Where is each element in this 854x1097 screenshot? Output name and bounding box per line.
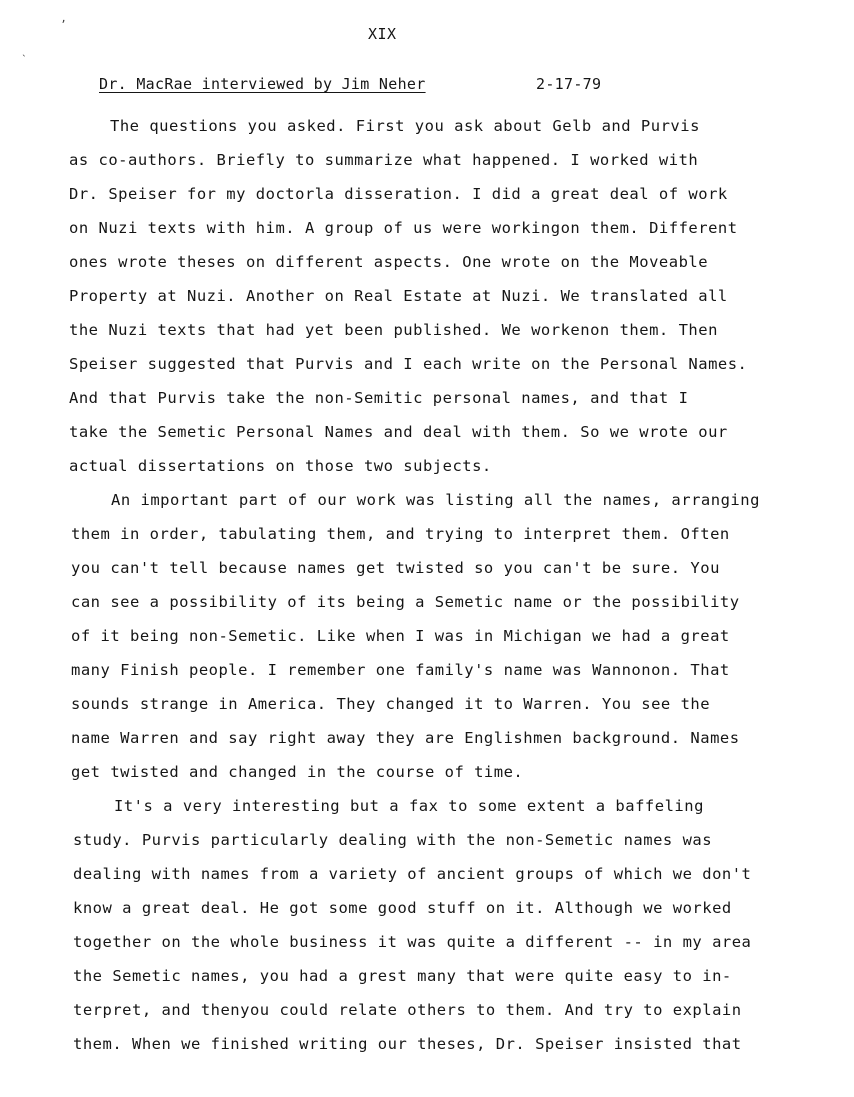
text-line: know a great deal. He got some good stuff on it. Although we worked: [73, 899, 732, 917]
text-line: The questions you asked. First you ask about Gelb and Purvis: [110, 117, 700, 135]
text-line: It's a very interesting but a fax to some extent a baffeling: [114, 797, 704, 815]
text-line: the Semetic names, you had a grest many that were quite easy to in-: [73, 967, 732, 985]
text-line: study. Purvis particularly dealing with the non-Semetic names was: [73, 831, 713, 849]
text-line: terpret, and thenyou could relate others to them. And try to explain: [73, 1001, 742, 1019]
document-heading: Dr. MacRae interviewed by Jim Neher: [99, 75, 426, 93]
text-line: And that Purvis take the non-Semitic personal names, and that I: [69, 389, 689, 407]
text-line: as co-authors. Briefly to summarize what happened. I worked with: [69, 151, 699, 169]
text-line: actual dissertations on those two subjects.: [69, 457, 492, 475]
page-number: XIX: [368, 25, 397, 43]
text-line: them in order, tabulating them, and trying to interpret them. Often: [71, 525, 730, 543]
text-line: sounds strange in America. They changed it to Warren. You see the: [71, 695, 711, 713]
text-line: dealing with names from a variety of ancient groups of which we don't: [73, 865, 752, 883]
text-line: you can't tell because names get twisted so you can't be sure. You: [71, 559, 720, 577]
text-line: them. When we finished writing our theses, Dr. Speiser insisted that: [73, 1035, 742, 1053]
text-line: of it being non-Semetic. Like when I was in Michigan we had a great: [71, 627, 730, 645]
text-line: the Nuzi texts that had yet been published. We workenon them. Then: [69, 321, 718, 339]
text-line: Dr. Speiser for my doctorla disseration. I did a great deal of work: [69, 185, 728, 203]
margin-mark-1: ʼ: [60, 18, 67, 31]
text-line: ones wrote theses on different aspects. One wrote on the Moveable: [69, 253, 709, 271]
text-line: many Finish people. I remember one family's name was Wannonon. That: [71, 661, 730, 679]
margin-mark-2: ˴: [22, 48, 29, 61]
text-line: can see a possibility of its being a Semetic name or the possibility: [71, 593, 740, 611]
text-line: Property at Nuzi. Another on Real Estate at Nuzi. We translated all: [69, 287, 728, 305]
text-line: on Nuzi texts with him. A group of us were workingon them. Different: [69, 219, 738, 237]
text-line: get twisted and changed in the course of time.: [71, 763, 524, 781]
text-line: An important part of our work was listing all the names, arranging: [111, 491, 760, 509]
document-date: 2-17-79: [536, 75, 602, 93]
text-line: take the Semetic Personal Names and deal with them. So we wrote our: [69, 423, 728, 441]
text-line: name Warren and say right away they are Englishmen background. Names: [71, 729, 740, 747]
text-line: together on the whole business it was quite a different -- in my area: [73, 933, 752, 951]
text-line: Speiser suggested that Purvis and I each write on the Personal Names.: [69, 355, 748, 373]
